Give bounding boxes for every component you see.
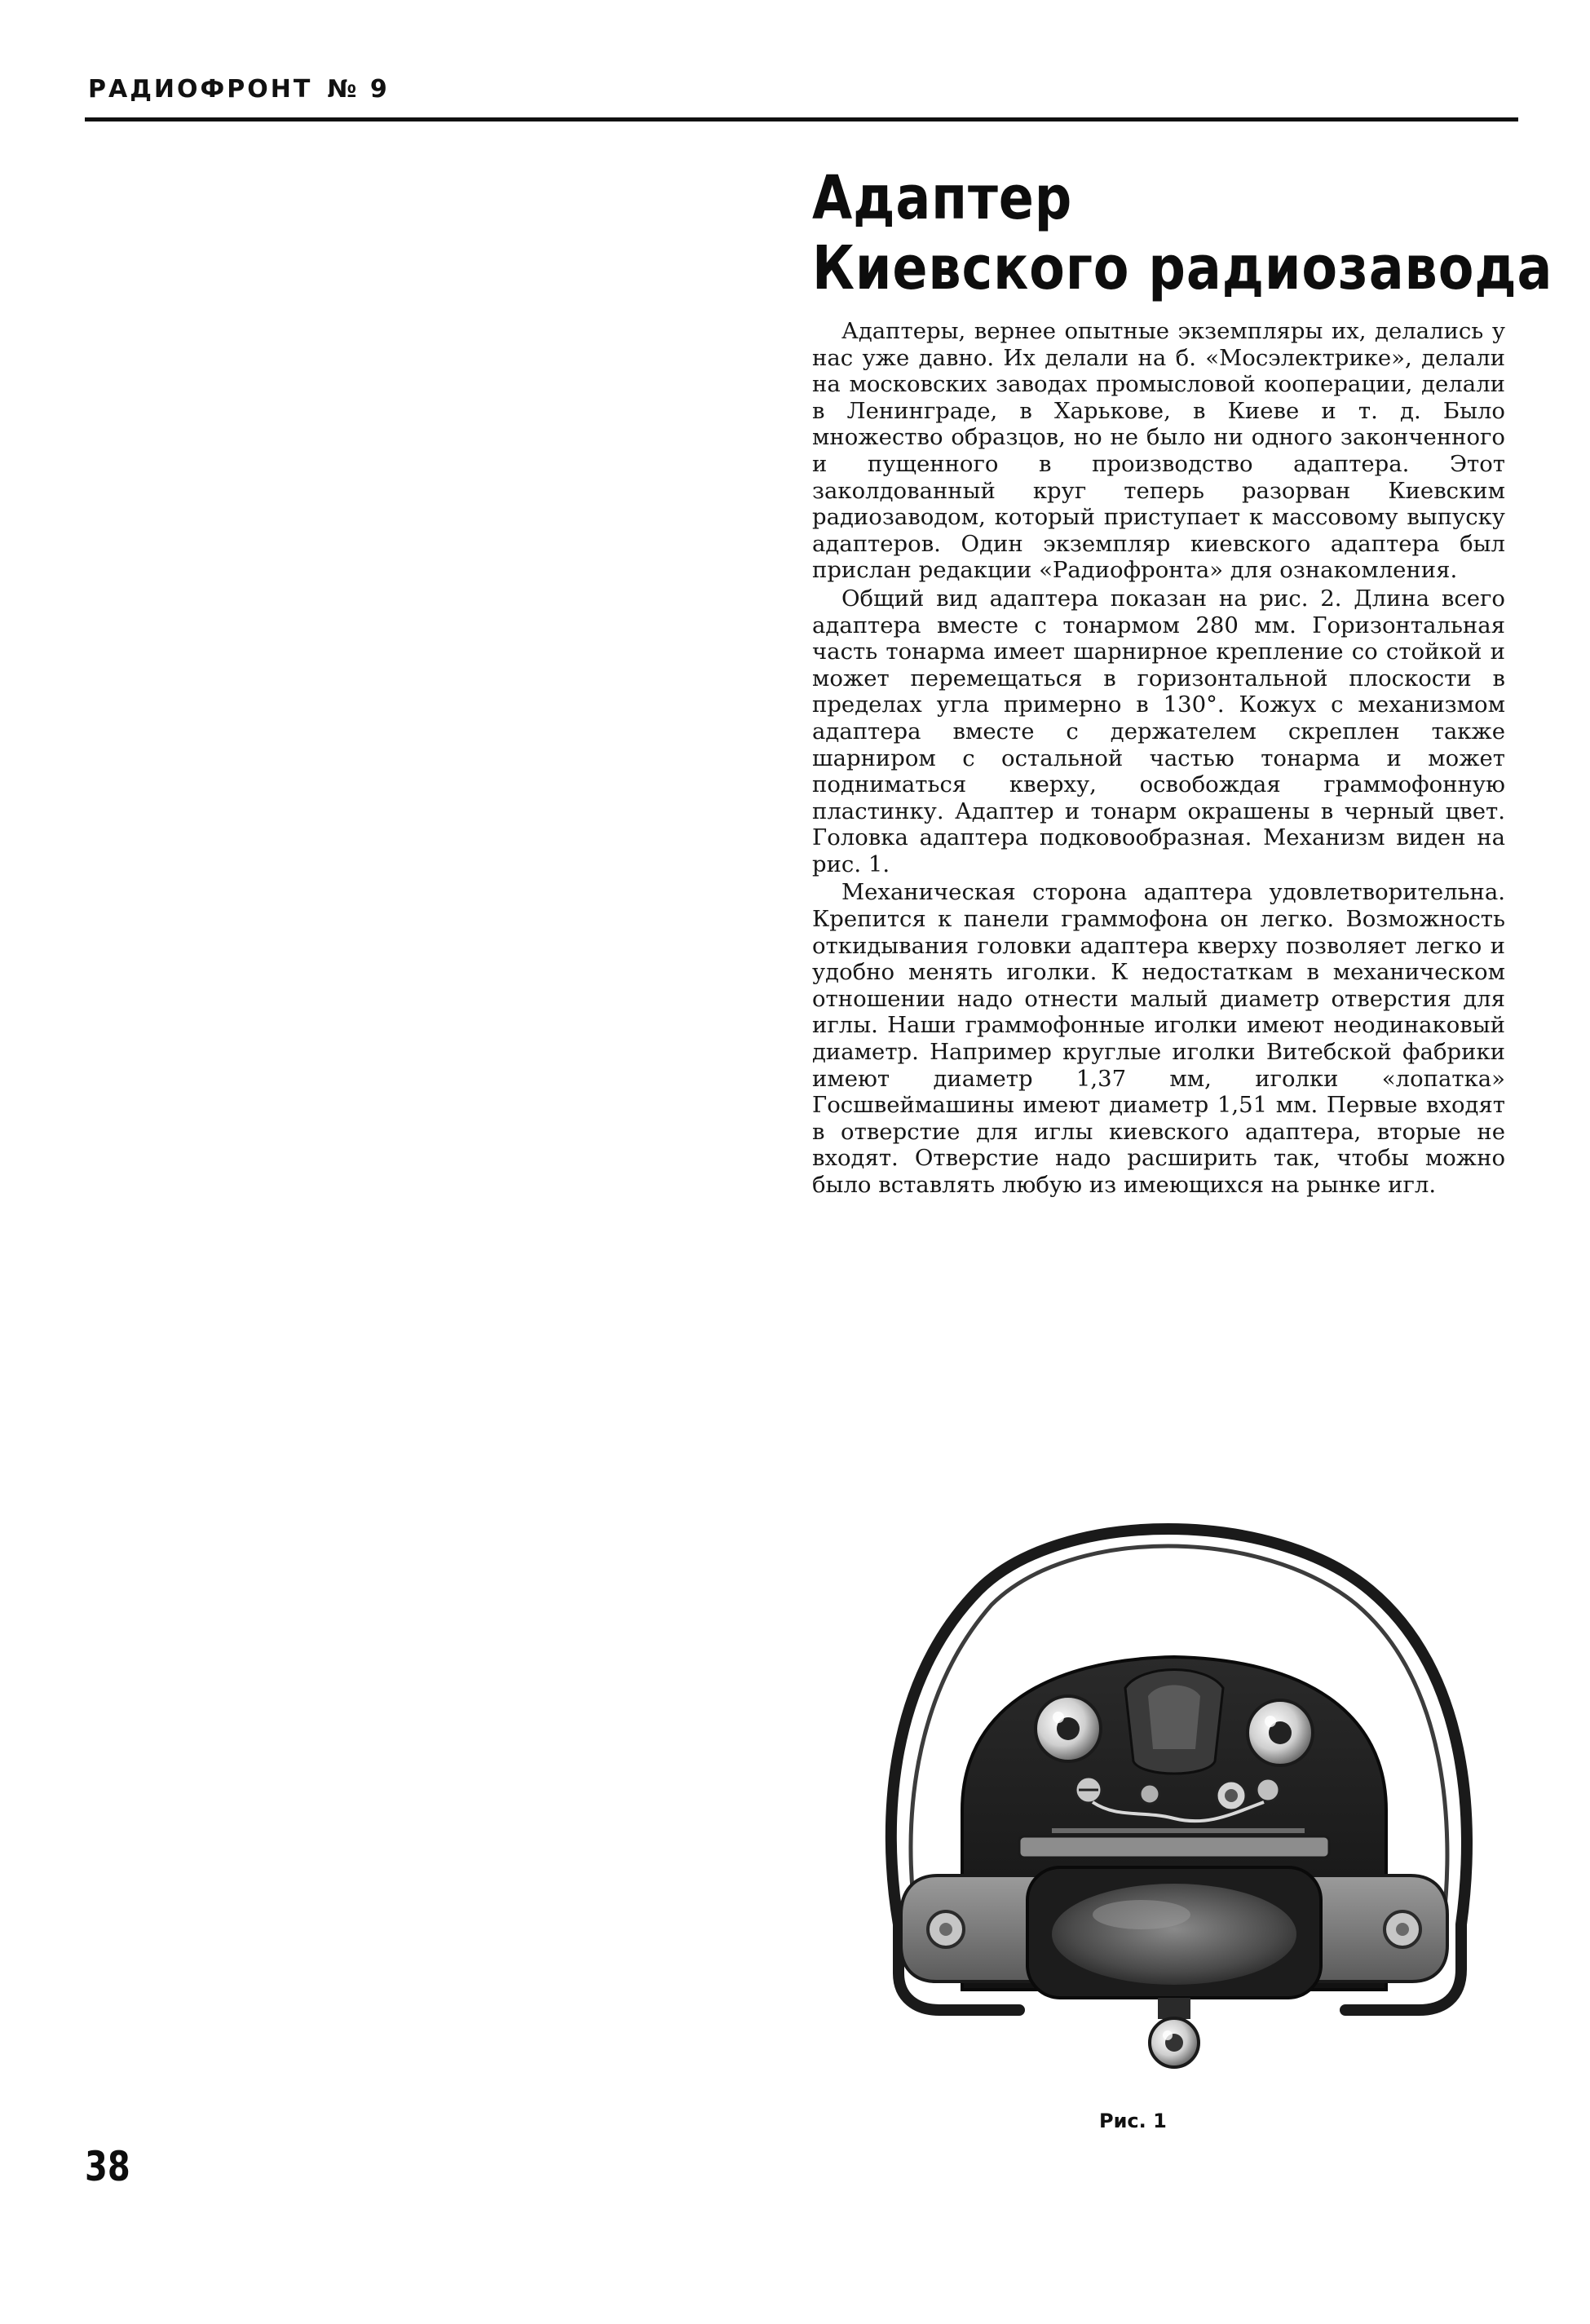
article-title [812, 163, 1553, 303]
paragraph-1: Адаптеры, вернее опытные экземпляры их, делались у нас уже давно. Их делали на б. «Мосэлектрике», делали на московских заводах промысловой кооперации, делали в Ленинграде, в Харькове, в Киеве и т. д. Было множество образцов, но не было ни одного законченного и пущенного в производство адаптера. Этот заколдованный круг теперь разорван Киевским радиозаводом, который приступает к массовому выпуску адаптеров. Один экземпляр киевского адаптера был прислан редакции «Радиофронта» для ознакомления. [812, 318, 1505, 584]
article-body [812, 318, 1505, 1200]
title-line-2: Киевского радиозавода [812, 233, 1553, 303]
paragraph-2: Общий вид адаптера показан на рис. 2. Длина всего адаптера вместе с тонармом 280 мм. Горизонтальная часть тонарма имеет шарнирное крепление со стойкой и может перемещаться в горизонтальной плоскости в пределах угла примерно в 130°. Кожух с механизмом адаптера вместе с держателем скреплен также шарниром с остальной частью тонарма и может подниматься кверху, освобождая граммофонную пластинку. Адаптер и тонарм окрашены в черный цвет. Головка адаптера подковообразная. Механизм виден на рис. 1. [812, 585, 1505, 877]
adapter-head-photo [848, 1468, 1517, 2145]
header-rule [85, 117, 1518, 122]
page-number: 38 [85, 2143, 130, 2190]
figure-1-photo [848, 1468, 1517, 2145]
figure-caption: Рис. 1 [1099, 2110, 1167, 2132]
paragraph-3: Механическая сторона адаптера удовлетворительна. Крепится к панели граммофона он легко. Возможность откидывания головки адаптера кверху позволяет легко и удобно менять иголки. К недостаткам в механическом отношении надо отнести малый диаметр отверстия для иглы. Наши граммофонные иголки имеют неодинаковый диаметр. Например круглые иголки Витебской фабрики имеют диаметр 1,37 мм, иголки «лопатка» Госшвеймашины имеют диаметр 1,51 мм. Первые входят в отверстие для иглы киевского адаптера, вторые не входят. Отверстие надо расширить так, чтобы можно было вставлять любую из имеющихся на рынке игл. [812, 879, 1505, 1198]
magazine-name: РАДИОФРОНТ [88, 75, 313, 104]
running-head [88, 75, 390, 104]
title-line-1: Адаптер [812, 163, 1073, 233]
issue-number: № 9 [327, 75, 390, 104]
